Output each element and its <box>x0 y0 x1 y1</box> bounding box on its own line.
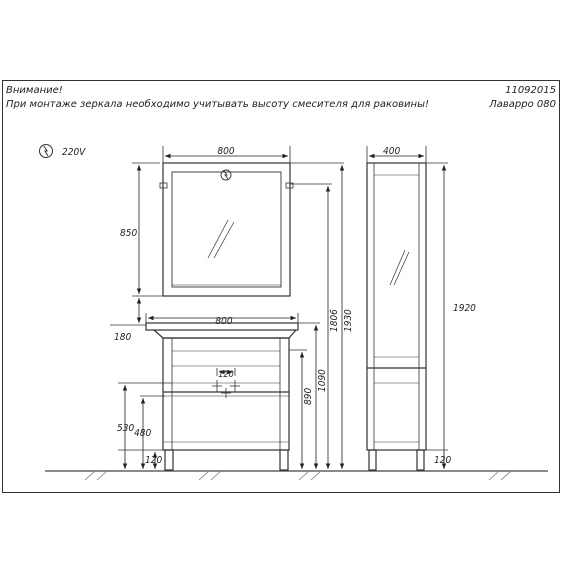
dim-1090: 1090 <box>317 369 328 392</box>
dim-faucet-spacing: 120 <box>218 370 234 380</box>
dim-mirror-width: 800 <box>217 146 235 157</box>
dim-mirror-height: 850 <box>120 228 138 239</box>
dimension-arrows <box>125 156 444 469</box>
dim-sink-height: 530 <box>117 423 135 434</box>
dimension-lines <box>110 146 448 450</box>
dim-vanity-width: 800 <box>215 316 233 327</box>
power-label: 220V <box>62 147 86 158</box>
dim-cabinet-height: 1920 <box>453 303 476 314</box>
dim-1806: 1806 <box>329 309 340 332</box>
dim-1930: 1930 <box>343 309 354 332</box>
document-code: 11092015 <box>505 85 556 96</box>
instruction-note: При монтаже зеркала необходимо учитывать высоту смесителя для раковины! <box>6 99 430 110</box>
power-socket-icon <box>40 145 53 158</box>
floor-hatch <box>85 471 511 480</box>
mirror-socket-icon <box>221 170 231 180</box>
dim-890: 890 <box>303 387 314 405</box>
vanity-cabinet <box>163 338 289 470</box>
dim-cabinet-leg: 120 <box>434 455 452 466</box>
attention-note: Внимание! <box>6 85 63 96</box>
dim-drawer-height: 480 <box>134 428 152 439</box>
dim-cabinet-width: 400 <box>383 146 401 157</box>
tall-cabinet <box>367 163 426 470</box>
dim-gap: 180 <box>114 332 132 343</box>
model-name: Лаварро 080 <box>489 99 556 110</box>
mirror <box>160 163 293 296</box>
dim-leg-height: 120 <box>145 455 163 466</box>
